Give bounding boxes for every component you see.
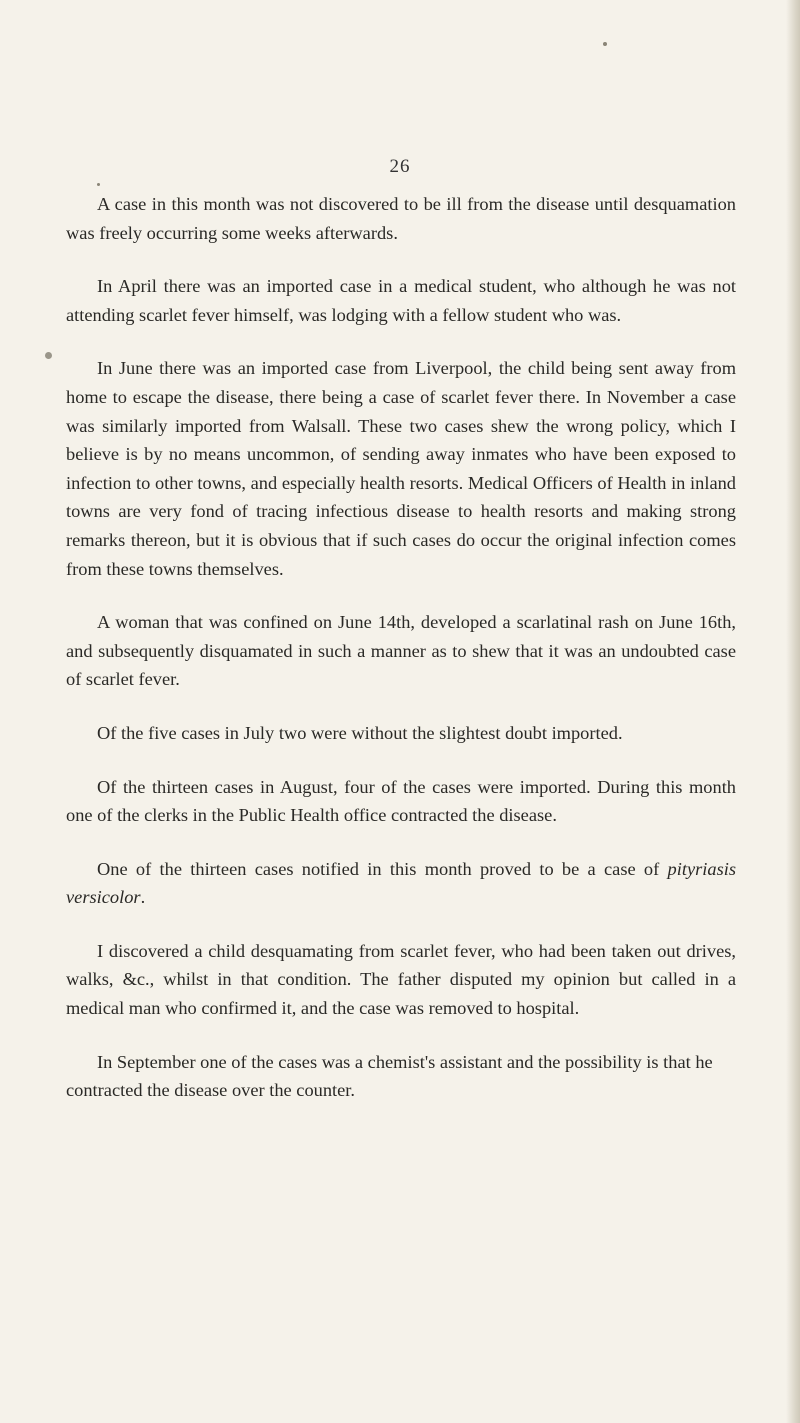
paragraph-april-imported-case: In April there was an imported case in a medical student, who although he was not attending scarlet fever himself, was lodging with a fellow student who was. [66,276,736,325]
ink-speck [97,183,100,186]
ink-speck [603,42,607,46]
paragraph-july-cases: Of the five cases in July two were without the slightest doubt imported. [97,722,623,743]
paragraph-pityriasis-text-after: . [140,887,146,908]
paragraph-case-not-discovered: A case in this month was not discovered to be ill from the disease until desquamation was freely occurring some weeks afterwards. [66,194,736,243]
pityriasis-versicolor-term: pityriasis versicolor [66,858,736,908]
paragraph-august-cases: Of the thirteen cases in August, four of the cases were imported. During this month one of the clerks in the Public Health office contracted the disease. [66,776,736,826]
page-edge-shadow [786,0,800,1423]
paragraph-woman-confined-june: A woman that was confined on June 14th, developed a scarlatinal rash on June 16th, and subsequently disquamated in such a manner as to shew that it was an undoubted case of scarlet fever. [66,612,736,690]
paragraph-september-chemist: In September one of the cases was a chemist's assistant and the possibility is that he contracted the disease over the counter. [66,1051,713,1101]
page-number: 26 [389,156,411,177]
paragraph-child-desquamating: I discovered a child desquamating from scarlet fever, who had been taken out drives, walks, &c., whilst in that condition. The father disputed my opinion but called in a medical man who confirmed it, and the case was removed to hospital. [66,940,736,1019]
paragraph-pityriasis-text-before: One of the thirteen cases notified in this month proved to be a case of [97,858,668,879]
paragraph-june-liverpool-case: In June there was an imported case from Liverpool, the child being sent away from home to escape the disease, there being a case of scarlet fever there. In November a case was similarly imported from Walsall. These two cases shew the wrong policy, which I believe is by no means uncommon, of sending away inmates who have been exposed to infection to other towns, and especially health resorts. Medical Officers of Health in inland towns are very fond of tracing infectious disease to health resorts and making strong remarks thereon, but it is obvious that if such cases do occur the original infection comes from these towns themselves. [66,358,736,579]
paragraph-pityriasis-case [66,855,736,912]
ink-speck [45,352,52,359]
body-text [66,190,736,1130]
